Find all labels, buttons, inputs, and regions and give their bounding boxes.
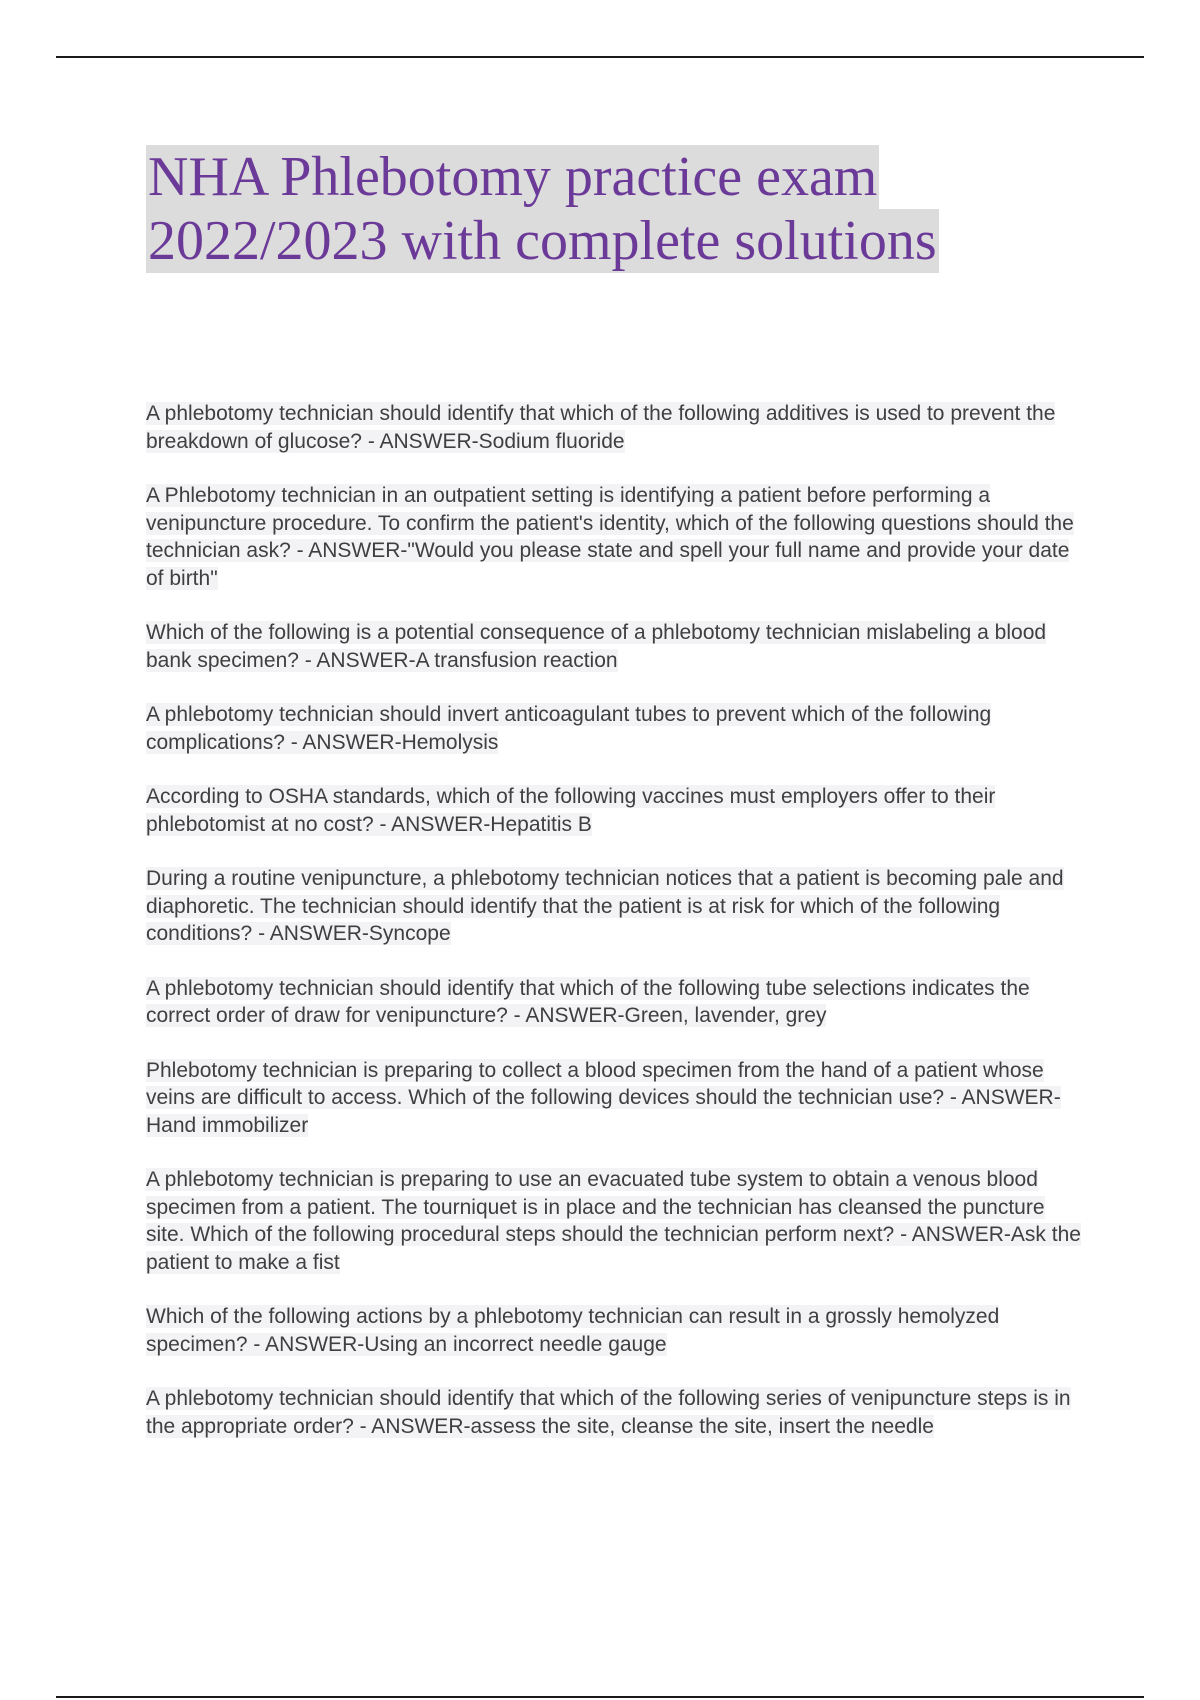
qa-text: A phlebotomy technician is preparing to use an evacuated tube system to obtain a venous blood specimen from a patient. The tourniquet is in place and the technician has cleansed the puncture site. Which of the following procedural steps should the technician perform next? - ANSWER-Ask the patient to make a fist — [146, 1168, 1081, 1274]
qa-text: Which of the following actions by a phlebotomy technician can result in a grossly hemolyzed specimen? - ANSWER-Using an incorrect needle gauge — [146, 1305, 1000, 1356]
qa-item-5 — [146, 783, 1086, 838]
qa-item-3 — [146, 619, 1086, 674]
qa-item-8 — [146, 1057, 1086, 1140]
title-line-1: NHA Phlebotomy practice exam — [148, 146, 878, 208]
qa-text: A Phlebotomy technician in an outpatient setting is identifying a patient before performing a venipuncture procedure. To confirm the patient's identity, which of the following questions should the technician ask? - ANSWER-"Would you please state and spell your full name and provide your date of birth" — [146, 484, 1074, 590]
qa-text: A phlebotomy technician should identify that which of the following tube selections indicates the correct order of draw for venipuncture? - ANSWER-Green, lavender, grey — [146, 976, 1030, 1027]
qa-item-2 — [146, 482, 1086, 592]
qa-text: Which of the following is a potential consequence of a phlebotomy technician mislabeling a blood bank specimen? - ANSWER-A transfusion reaction — [146, 621, 1047, 672]
qa-text: A phlebotomy technician should invert anticoagulant tubes to prevent which of the following complications? - ANSWER-Hemolysis — [146, 703, 992, 754]
qa-text: A phlebotomy technician should identify that which of the following additives is used to prevent the breakdown of glucose? - ANSWER-Sodium fluoride — [146, 402, 1056, 453]
qa-text: According to OSHA standards, which of the following vaccines must employers offer to their phlebotomist at no cost? - ANSWER-Hepatitis B — [146, 785, 996, 836]
qa-item-6 — [146, 865, 1086, 948]
document-title — [146, 145, 939, 273]
qa-item-1 — [146, 400, 1086, 455]
qa-text: During a routine venipuncture, a phlebotomy technician notices that a patient is becoming pale and diaphoretic. The technician should identify that the patient is at risk for which of the following conditions? - ANSWER-Syncope — [146, 867, 1064, 945]
qa-list — [146, 400, 1086, 1467]
qa-item-9 — [146, 1166, 1086, 1276]
qa-item-7 — [146, 975, 1086, 1030]
qa-text: A phlebotomy technician should identify that which of the following series of venipuncture steps is in the appropriate order? - ANSWER-assess the site, cleanse the site, insert the needle — [146, 1387, 1071, 1438]
qa-item-10 — [146, 1303, 1086, 1358]
top-rule — [56, 56, 1144, 58]
qa-item-11 — [146, 1385, 1086, 1440]
qa-item-4 — [146, 701, 1086, 756]
bottom-rule — [56, 1696, 1144, 1698]
title-line-2: 2022/2023 with complete solutions — [148, 210, 937, 272]
qa-text: Phlebotomy technician is preparing to collect a blood specimen from the hand of a patient whose veins are difficult to access. Which of the following devices should the technician use? - ANSWER-Hand immobilizer — [146, 1058, 1061, 1137]
